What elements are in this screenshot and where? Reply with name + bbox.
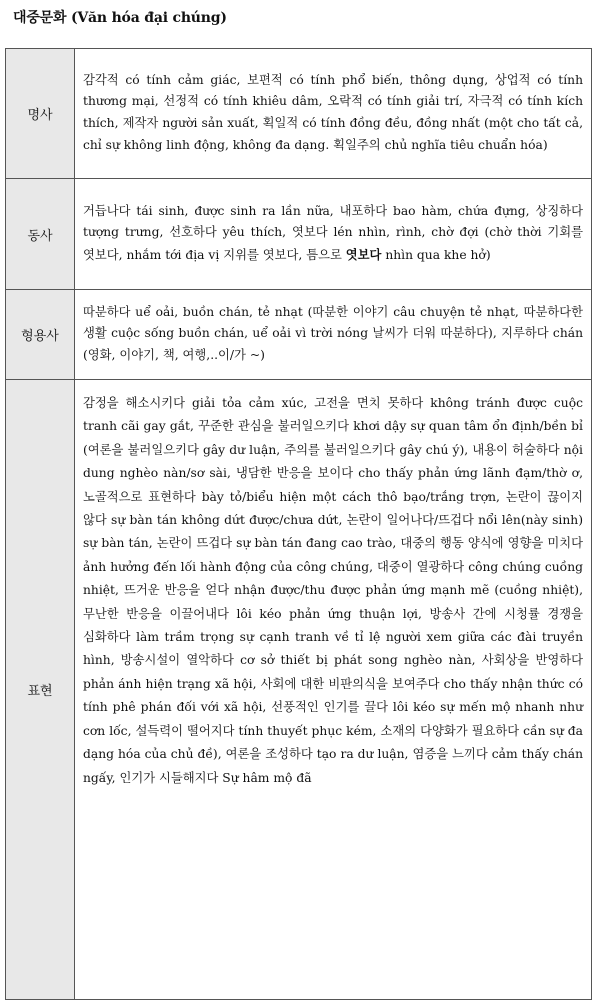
- table-row-noun: [6, 49, 592, 179]
- entry-cell-adjective: 따분하다 uể oải, buồn chán, tẻ nhạt (따분한 이야기 câu chuyện tẻ nhạt, 따분하다한 생활 cuộc sống buồn chán, uể oải vì trời nóng 날씨가 더워 따분하다), 지루하다 chán (영화, 이야기, 책, 여행,..이/가 ~): [75, 290, 592, 380]
- category-cell-noun: 명사: [6, 49, 75, 179]
- entry-cell-noun: 감각적 có tính cảm giác, 보편적 có tính phổ biến, thông dụng, 상업적 có tính thương mại, 선정적 có tính khiêu dâm, 오락적 có tính giải trí, 자극적 có tính kích thích, 제작자 người sản xuất, 획일적 có tính đồng đều, đồng nhất (một cho tất cả, chỉ sự không linh động, không đa dạng. 획일주의 chủ nghĩa tiêu chuẩn hóa): [75, 49, 592, 179]
- table-row-verb: [6, 179, 592, 290]
- category-cell-verb: 동사: [6, 179, 75, 290]
- page-title: 대중문화 (Văn hóa đại chúng): [13, 10, 227, 26]
- entry-cell-verb: [75, 179, 592, 290]
- entry-cell-expression: 감정을 해소시키다 giải tỏa cảm xúc, 고전을 면치 못하다 không tránh được cuộc tranh cãi gay gắt, 꾸준한 관심을 불러일으키다 khơi dậy sự quan tâm ổn định/bền bỉ (여론을 불러일으키다 gây dư luận, 주의를 불러일으키다 gây chú ý), 내용이 허술하다 nội dung nghèo nàn/sơ sài, 냉담한 반응을 보이다 cho thấy phản ứng lãnh đạm/thờ ơ, 노골적으로 표현하다 bày tỏ/biểu hiện một cách thô bạo/trắng trợn, 논란이 끊이지 않다 sự bàn tán không dứt được/chưa dứt, 논란이 일어나다/뜨겁다 nổi lên(này sinh) sự bàn tán, 논란이 뜨겁다 sự bàn tán đang cao trào, 대중의 행동 양식에 영향을 미치다 ảnh hưởng đến lối hành động của công chúng, 대중이 열광하다 công chúng cuồng nhiệt, 뜨거운 반응을 얻다 nhận được/thu được phản ứng mạnh mẽ (cuồng nhiệt), 무난한 반응을 이끌어내다 lôi kéo phản ứng thuận lợi, 방송사 간에 시청률 경쟁을 심화하다 làm trầm trọng sự cạnh tranh về tỉ lệ người xem giữa các đài truyền hình, 방송시설이 열악하다 cơ sở thiết bị phát song nghèo nàn, 사회상을 반영하다 phản ánh hiện trạng xã hội, 사회에 대한 비판의식을 보여주다 cho thấy nhận thức có tính phê phán đối với xã hội, 선풍적인 인기를 끌다 lôi kéo sự mến mộ nhanh như cơn lốc, 설득력이 떨어지다 tính thuyết phục kém, 소재의 다양화가 필요하다 cần sự đa dạng hóa của chủ đề), 여론을 조성하다 tạo ra dư luận, 염증을 느끼다 cảm thấy chán ngấy, 인기가 시들해지다 Sự hâm mộ đã: [75, 380, 592, 1000]
- table-row-expression: [6, 380, 592, 1000]
- entry-text-verb-part1: 거듭나다 tái sinh, được sinh ra lần nữa, 내포하다 bao hàm, chứa đựng, 상징하다 tượng trưng, 선호하다 yêu thích, 엿보다 lén nhìn, rình, chờ đợi (chờ thời 기회를 엿보다, nhắm tới địa vị 지위를 엿보다, 틈으로: [83, 203, 583, 262]
- vocabulary-table: [5, 48, 592, 1000]
- entry-text-verb-emphasis: 엿보다: [345, 246, 382, 262]
- table-row-adjective: [6, 290, 592, 380]
- category-cell-adjective: 형용사: [6, 290, 75, 380]
- entry-text-verb-part2: nhìn qua khe hở): [381, 247, 491, 262]
- category-cell-expression: 표현: [6, 380, 75, 1000]
